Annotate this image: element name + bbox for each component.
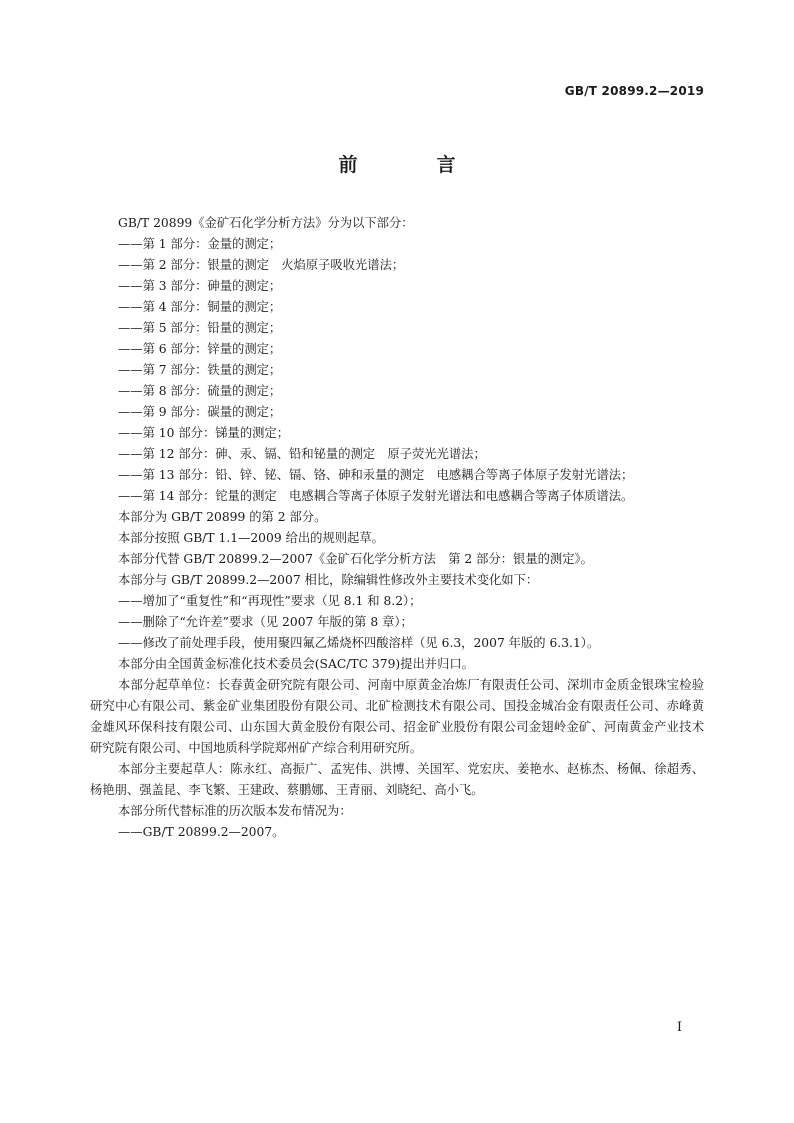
part-item: ——第 9 部分：碳量的测定； [118,405,282,419]
page-title: 前 言 [338,154,486,176]
change-item: ——修改了前处理手段，使用聚四氟乙烯烧杯四酸溶样（见 6.3，2007 年版的 6.3.1）。 [118,636,600,650]
drafters: 本部分主要起草人：陈永红、高振广、孟宪伟、洪博、关国军、党宏庆、姜艳水、赵栋杰、杨佩、徐超秀、杨艳朋、强盖昆、李飞繁、王建政、蔡鹏娜、王青丽、刘晓纪、高小飞。 [90,762,704,797]
change-item: ——增加了“重复性”和“再现性”要求（见 8.1 和 8.2）； [118,594,422,608]
intro-line: GB/T 20899《金矿石化学分析方法》分为以下部分： [118,216,414,230]
part-item: ——第 3 部分：砷量的测定； [118,279,282,293]
part-item: ——第 13 部分：铅、锌、铋、镉、铬、砷和汞量的测定 电感耦合等离子体原子发射光谱法； [118,468,634,482]
part-item: ——第 14 部分：铊量的测定 电感耦合等离子体原子发射光谱法和电感耦合等离子体质谱法。 [118,489,634,503]
part-item: ——第 8 部分：硫量的测定； [118,384,282,398]
part-item: ——第 5 部分：铅量的测定； [118,321,282,335]
foreword-body [90,213,704,843]
part-item: ——第 12 部分：砷、汞、镉、铅和铋量的测定 原子荧光光谱法； [118,447,486,461]
part-item: ——第 7 部分：铁量的测定； [118,363,282,377]
statement-replaces: 本部分代替 GB/T 20899.2—2007《金矿石化学分析方法 第 2 部分：银量的测定》。 [118,552,593,566]
part-item: ——第 6 部分：锌量的测定； [118,342,282,356]
change-item: ——删除了“允许差”要求（见 2007 年版的第 8 章）； [118,615,413,629]
part-item: ——第 1 部分：金量的测定； [118,237,282,251]
drafting-units: 本部分起草单位：长春黄金研究院有限公司、河南中原黄金冶炼厂有限责任公司、深圳市金质金银珠宝检验研究中心有限公司、紫金矿业集团股份有限公司、北矿检测技术有限公司、国投金城冶金有限责任公司、赤峰黄金雄风环保科技有限公司、山东国大黄金股份有限公司、招金矿业股份有限公司金翅岭金矿、河南黄金产业技术研究院有限公司、中国地质科学院郑州矿产综合利用研究所。 [90,678,704,755]
history-intro: 本部分所代替标准的历次版本发布情况为： [118,804,352,818]
changes-intro: 本部分与 GB/T 20899.2—2007 相比，除编辑性修改外主要技术变化如下： [118,573,539,587]
part-item: ——第 10 部分：锑量的测定； [118,426,290,440]
statement-part: 本部分为 GB/T 20899 的第 2 部分。 [118,510,327,524]
page-number: I [676,1020,682,1035]
standard-code: GB/T 20899.2—2019 [564,84,704,98]
statement-rules: 本部分按照 GB/T 1.1—2009 给出的规则起草。 [118,531,384,545]
proposed-by: 本部分由全国黄金标准化技术委员会(SAC/TC 379)提出并归口。 [118,657,474,671]
part-item: ——第 2 部分：银量的测定 火焰原子吸收光谱法； [118,258,405,272]
part-item: ——第 4 部分：铜量的测定； [118,300,282,314]
history-item: ——GB/T 20899.2—2007。 [118,825,285,839]
